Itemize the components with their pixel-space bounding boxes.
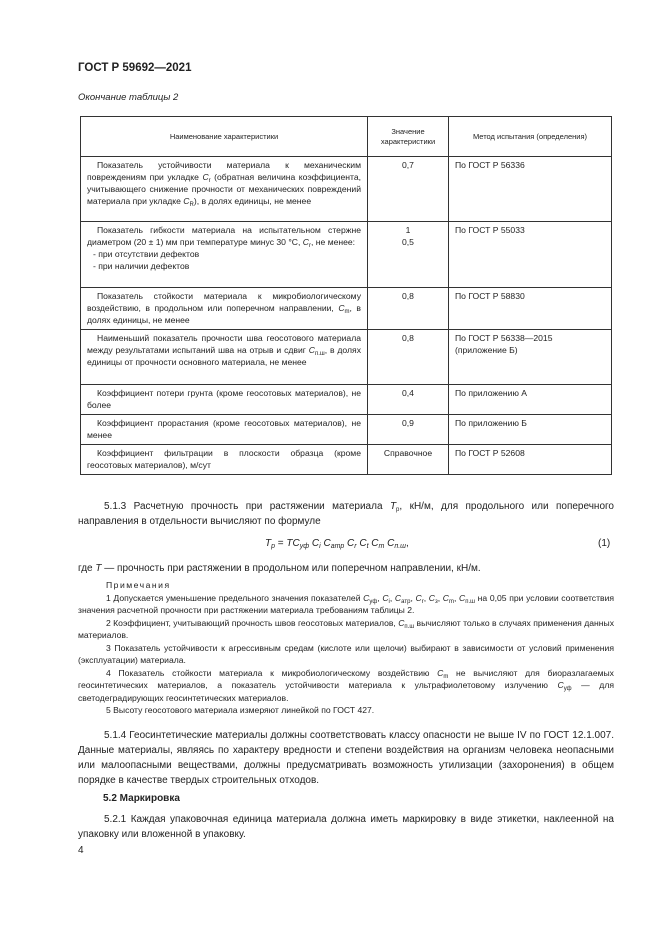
- characteristic-value: 0,8: [368, 288, 449, 330]
- list-item: - при отсутствии дефектов: [93, 249, 200, 259]
- column-header: Значение характеристики: [368, 117, 449, 157]
- table-row: [81, 415, 612, 445]
- characteristic-name: Показатель стойкости материала к микробиологическому воздействию, в продольном или поперечном направлении, $C_m$, в долях единицы, не менее: [81, 288, 368, 330]
- note-1: 1 Допускается уменьшение предельного значения показателей $C_{уф}$, $C_i$, $C_{атр}$, $C_r$, $C_з$, $C_m$, $C_{п.ш}$ на 0,05 при условии соответствия значения расчетной прочности при растяжении материала требованиям таблицы 2.: [78, 592, 615, 615]
- list-item: - при наличии дефектов: [93, 261, 190, 271]
- column-header: Наименование характеристики: [81, 117, 368, 157]
- table-row: [81, 330, 612, 385]
- characteristic-value: 0,7: [368, 157, 449, 222]
- test-method: По приложению А: [449, 385, 612, 415]
- table-header-row: [81, 117, 612, 157]
- table-row: [81, 385, 612, 415]
- table-row: [81, 288, 612, 330]
- paragraph-5-1-3: 5.1.3 Расчетную прочность при растяжении материала $T_р$, кН/м, для продольного или поперечного направления в отдельности вычисляют по формуле: [78, 501, 614, 527]
- characteristic-name: Коэффициент фильтрации в плоскости образца (кроме геосотовых материалов), м/сут: [81, 445, 368, 475]
- section-heading: 5.2 Маркировка: [103, 793, 180, 804]
- formula-explanation: где T — прочность при растяжении в продольном или поперечном направлении, кН/м.: [78, 563, 481, 574]
- table-row: [81, 445, 612, 475]
- value-with-defects: 0,5: [402, 237, 414, 247]
- characteristic-value: 0,9: [368, 415, 449, 445]
- characteristic-name: Наименьший показатель прочности шва геосотового материала между результатами испытаний шва на отрыв и сдвиг $C_{п.ш}$, в долях единицы от прочности основного материала, не менее: [81, 330, 368, 385]
- table-row: [81, 222, 612, 288]
- test-method: По ГОСТ Р 52608: [449, 445, 612, 475]
- note-5: 5 Высоту геосотового материала измеряют линейкой по ГОСТ 427.: [106, 705, 375, 715]
- value-no-defects: 1: [405, 225, 411, 235]
- characteristic-value: 0,8: [368, 330, 449, 385]
- test-method: По ГОСТ Р 55033: [449, 222, 612, 288]
- note-3: 3 Показатель устойчивости к агрессивным средам (кислоте или щелочи) выбирают в зависимости от условий применения (эксплуатации) материала.: [78, 642, 614, 665]
- paragraph-5-2-1: 5.2.1 Каждая упаковочная единица материала должна иметь маркировку в виде этикетки, наклеенной на упаковку или вложенной в упаковку.: [78, 814, 614, 840]
- notes-block: [78, 579, 614, 717]
- note-2: 2 Коэффициент, учитывающий прочность швов геосотовых материалов, $C_{п.ш}$ вычисляют только в случаях применения данных материалов.: [78, 617, 614, 640]
- table-caption: Окончание таблицы 2: [78, 92, 179, 103]
- formula: $T_р = TC_{уф}$ $C_i$ $C_{атр}$ $C_r$ $C_t$ $C_m$ $C_{п.ш}$,: [265, 538, 409, 550]
- note-4: 4 Показатель стойкости материала к микробиологическому воздействию $C_m$ не вычисляют для биоразлагаемых геосинтетических материалов, а показатель устойчивости материала к ультрафиолетовому излучению $C_{уф}$ — для светодеградирующих геосинтетических материалов.: [78, 667, 614, 703]
- test-method: По ГОСТ Р 56336: [449, 157, 612, 222]
- characteristics-table: [80, 116, 612, 475]
- formula-number: (1): [598, 538, 611, 549]
- characteristic-name: Коэффициент потери грунта (кроме геосотовых материалов), не более: [81, 385, 368, 415]
- table-row: [81, 157, 612, 222]
- page-number: 4: [78, 845, 84, 856]
- characteristic-value: [368, 222, 449, 288]
- notes-title: Примечания: [106, 580, 171, 590]
- characteristic-value: 0,4: [368, 385, 449, 415]
- characteristic-name: Коэффициент прорастания (кроме геосотовых материалов), не менее: [81, 415, 368, 445]
- paragraph-5-1-4: 5.1.4 Геосинтетические материалы должны соответствовать классу опасности не выше IV по ГОСТ 12.1.007. Данные материалы, являясь по характеру вредности и степени воздействия на организм человека неопасными или малоопасными веществами, должны предусматривать возможность утилизации (захоронения) в общем порядке в качестве твердых строительных отходов.: [78, 730, 614, 786]
- test-method: По ГОСТ Р 58830: [449, 288, 612, 330]
- test-method: По приложению Б: [449, 415, 612, 445]
- document-header: ГОСТ Р 59692—2021: [78, 62, 192, 74]
- test-method: По ГОСТ Р 56338—2015 (приложение Б): [449, 330, 612, 385]
- characteristic-name: Показатель гибкости материала на испытательном стержне диаметром (20 ± 1) мм при температуре минус 30 °С, $C_r$, не менее: - при отсутствии дефектов - при наличии дефектов: [81, 222, 368, 288]
- column-header: Метод испытания (определения): [449, 117, 612, 157]
- characteristic-value: Справочное: [368, 445, 449, 475]
- characteristic-name: Показатель устойчивости материала к механическим повреждениям при укладке $C_r$ (обратная величина коэффициента, учитывающего снижение прочности от механических повреждений материала при укладке $C_R$), в долях единицы, не менее: [81, 157, 368, 222]
